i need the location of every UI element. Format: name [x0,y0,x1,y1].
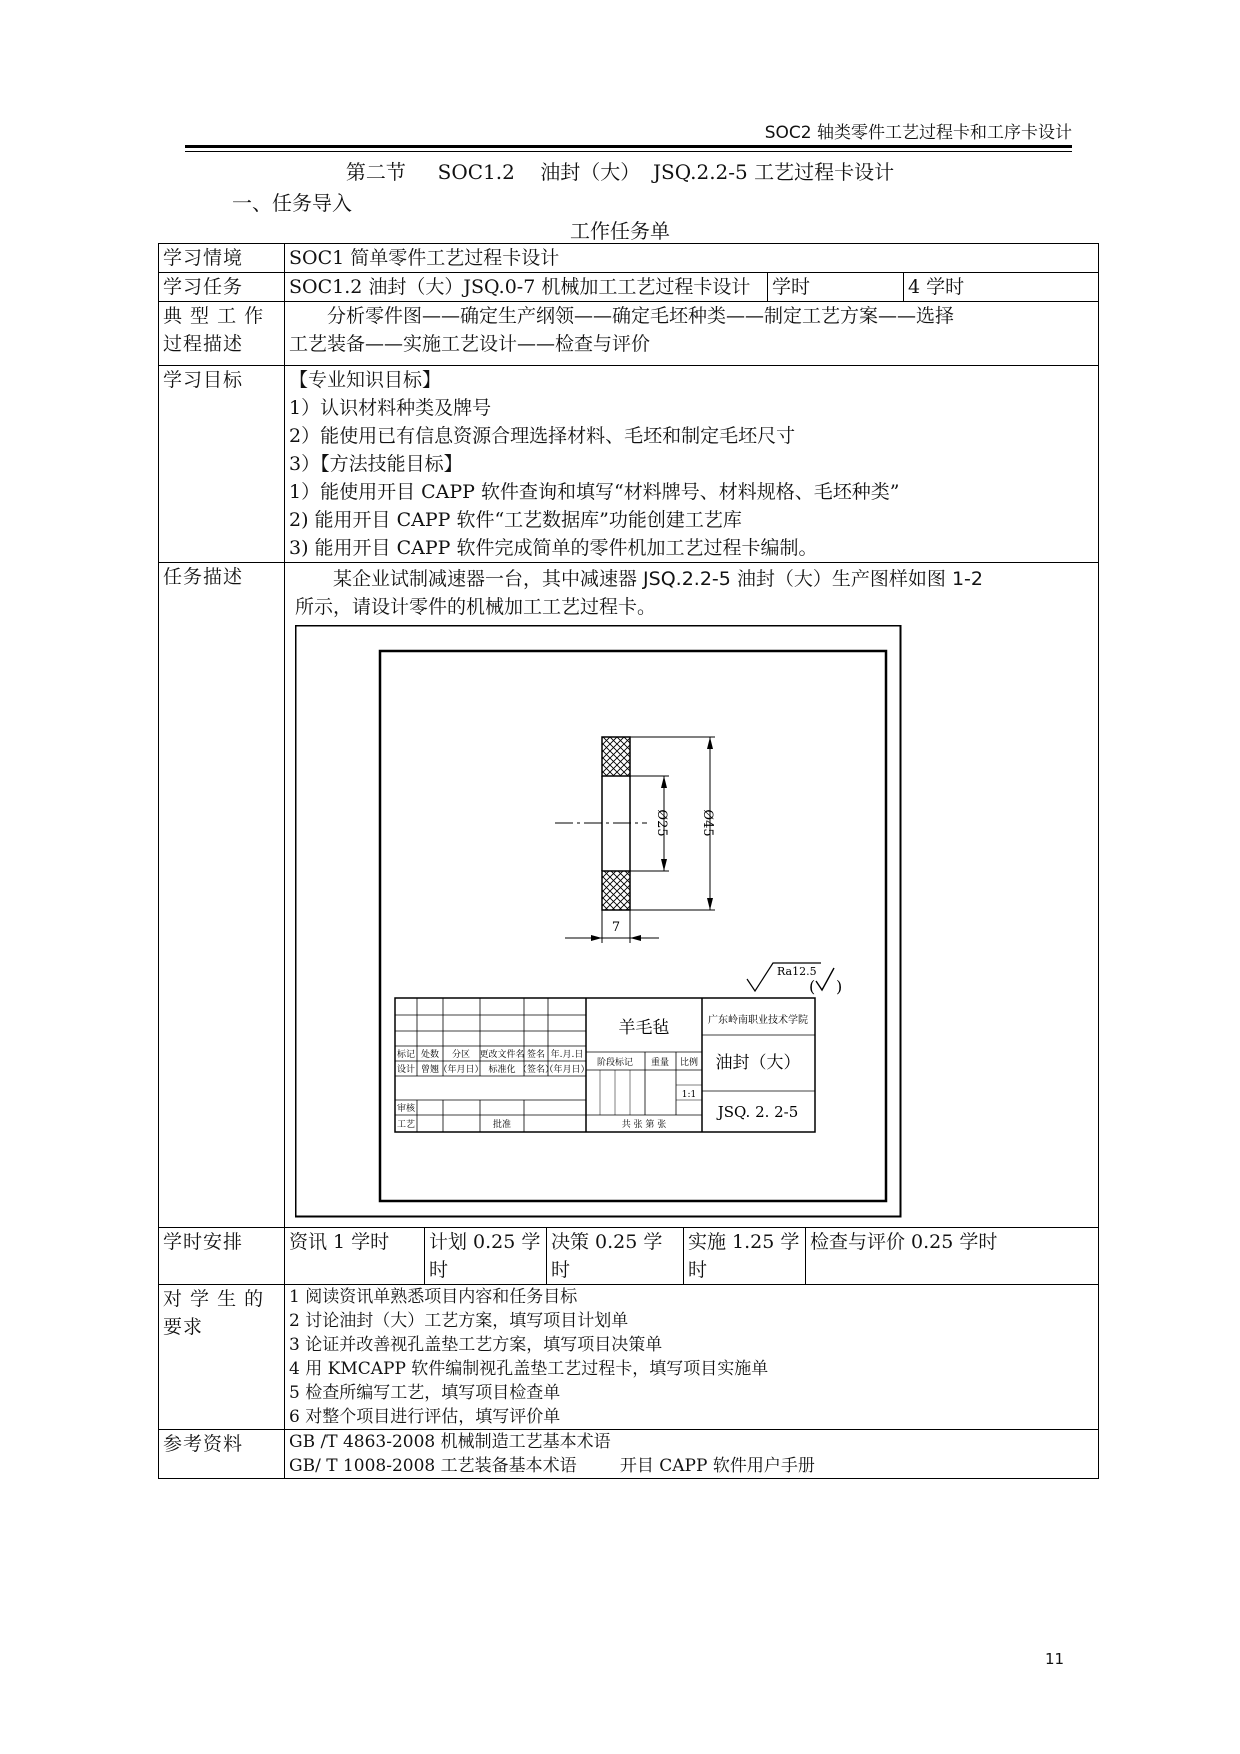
subsection-heading: 一、任务导入 [232,191,352,215]
dim-inner-label: Ø25 [654,809,669,837]
svg-text:年.月.日: 年.月.日 [550,1050,584,1060]
svg-text:标准化: 标准化 [488,1065,516,1075]
reference-line: GB/ T 1008-2008 工艺装备基本术语 开目 CAPP 软件用户手册 [289,1456,815,1476]
svg-text:曾翘: 曾翘 [420,1065,440,1075]
seal-top-section [602,737,630,776]
description-line1: 某企业试制减速器一台，其中减速器 JSQ.2.2-5 油封（大）生产图样如图 1-2 [333,568,983,590]
label-objectives: 学习目标 [159,366,285,563]
title-block-stage: 阶段标记 [596,1058,634,1068]
label-schedule: 学时安排 [159,1228,285,1285]
title-block-part-name: 油封（大） [715,1053,801,1073]
objective-line: 1）认识材料种类及牌号 [289,397,492,419]
row-references [159,1430,1099,1479]
value-task: SOC1.2 油封（大）JSQ.0-7 机械加工工艺过程卡设计 [285,273,768,302]
page-number: 11 [1045,1650,1065,1668]
roughness-bracket-left: ( [809,977,816,996]
process-text-line1: 分析零件图——确定生产纲领——确定毛坯种类——制定工艺方案——选择 [327,305,955,327]
roughness-check-symbol [816,968,834,990]
dim-width-label: 7 [611,920,621,935]
task-form-table [158,243,1099,1479]
title-block-ratio: 比例 [679,1058,699,1068]
svg-text:设计: 设计 [396,1065,416,1075]
seal-bottom-section [602,871,630,910]
svg-text:（年月日）: （年月日） [438,1065,484,1075]
svg-text:签名: 签名 [526,1050,546,1060]
svg-text:（签名）: （签名） [517,1065,555,1075]
value-description [285,563,1099,1228]
label-references: 参考资料 [159,1430,285,1479]
requirement-line: 2 讨论油封（大）工艺方案，填写项目计划单 [289,1311,629,1331]
label-process-line1: 典 型 工 作 [163,305,265,327]
title-block-sheets: 共 张 第 张 [621,1120,667,1130]
drawing-outer-border [296,626,901,1217]
title-block-weight: 重量 [650,1058,670,1068]
title-block-scale: 1:1 [681,1090,697,1100]
dim-outer-label: Ø45 [700,809,715,837]
row-schedule [159,1228,1099,1285]
schedule-item: 计划 0.25 学时 [425,1228,547,1285]
requirement-line: 4 用 KMCAPP 软件编制视孔盖垫工艺过程卡，填写项目实施单 [289,1359,769,1379]
row-situation [159,244,1099,273]
row-task [159,273,1099,302]
part-drawing [295,625,907,1219]
title-block-part-code: JSQ. 2. 2-5 [717,1103,799,1121]
requirement-line: 1 阅读资讯单熟悉项目内容和任务目标 [289,1287,578,1307]
schedule-item: 检查与评价 0.25 学时 [806,1228,1099,1285]
label-situation: 学习情境 [159,244,285,273]
value-process [285,302,1099,366]
label-hours: 学时 [768,273,904,302]
form-title: 工作任务单 [570,219,670,243]
label-description: 任务描述 [159,563,285,1228]
objective-line: 2) 能用开目 CAPP 软件“工艺数据库”功能创建工艺库 [289,509,742,531]
title-block-craft: 工艺 [396,1120,416,1130]
requirement-line: 3 论证并改善视孔盖垫工艺方案，填写项目决策单 [289,1335,663,1355]
schedule-item: 资讯 1 学时 [285,1228,425,1285]
schedule-item: 决策 0.25 学时 [547,1228,684,1285]
row-requirements [159,1285,1099,1430]
value-situation: SOC1 简单零件工艺过程卡设计 [285,244,1099,273]
requirement-line: 5 检查所编写工艺，填写项目检查单 [289,1383,561,1403]
running-header: SOC2 轴类零件工艺过程卡和工序卡设计 [764,123,1072,143]
description-line2: 所示，请设计零件的机械加工工艺过程卡。 [295,596,657,618]
title-block-school: 广东岭南职业技术学院 [708,1015,808,1026]
svg-text:处数: 处数 [420,1050,440,1060]
roughness-bracket-right: ) [836,977,843,996]
value-references [285,1430,1099,1479]
reference-line: GB /T 4863-2008 机械制造工艺基本术语 [289,1432,611,1452]
label-process-line2: 过程描述 [163,333,244,355]
header-rule-thick [185,145,1072,148]
row-objectives [159,366,1099,563]
objective-line: 【专业知识目标】 [289,369,442,391]
svg-text:标记: 标记 [396,1050,416,1060]
label-process [159,302,285,366]
title-block-row-a [397,1048,583,1060]
label-requirements-line2: 要求 [163,1316,204,1338]
roughness-value: Ra12.5 [777,965,817,978]
value-requirements [285,1285,1099,1430]
label-requirements-line1: 对 学 生 的 [163,1288,265,1310]
section-title: 第二节 SOC1.2 油封（大） JSQ.2.2-5 工艺过程卡设计 [345,160,895,184]
requirement-line: 6 对整个项目进行评估，填写评价单 [289,1407,561,1427]
title-block-row-b [397,1063,590,1075]
label-requirements [159,1285,285,1430]
label-task: 学习任务 [159,273,285,302]
title-block-material: 羊毛毡 [618,1018,670,1038]
drawing-inner-frame [380,651,886,1201]
objective-line: 3）【方法技能目标】 [289,453,463,475]
svg-text:分区: 分区 [451,1050,471,1060]
value-hours: 4 学时 [904,273,1099,302]
title-block-approve: 批准 [492,1120,512,1130]
objective-line: 2）能使用已有信息资源合理选择材料、毛坯和制定毛坯尺寸 [289,425,796,447]
objective-line: 3) 能用开目 CAPP 软件完成简单的零件机加工艺过程卡编制。 [289,537,818,559]
svg-text:（年月日）: （年月日） [544,1065,590,1075]
objective-line: 1）能使用开目 CAPP 软件查询和填写“材料牌号、材料规格、毛坯种类” [289,481,900,503]
value-objectives [285,366,1099,563]
row-description [159,563,1099,1228]
schedule-item: 实施 1.25 学时 [684,1228,806,1285]
title-block-review: 审核 [396,1104,416,1114]
row-process [159,302,1099,366]
header-rule-thin [185,151,1072,152]
process-text-line2: 工艺装备——实施工艺设计——检查与评价 [289,333,651,355]
svg-text:更改文件名: 更改文件名 [479,1050,525,1060]
